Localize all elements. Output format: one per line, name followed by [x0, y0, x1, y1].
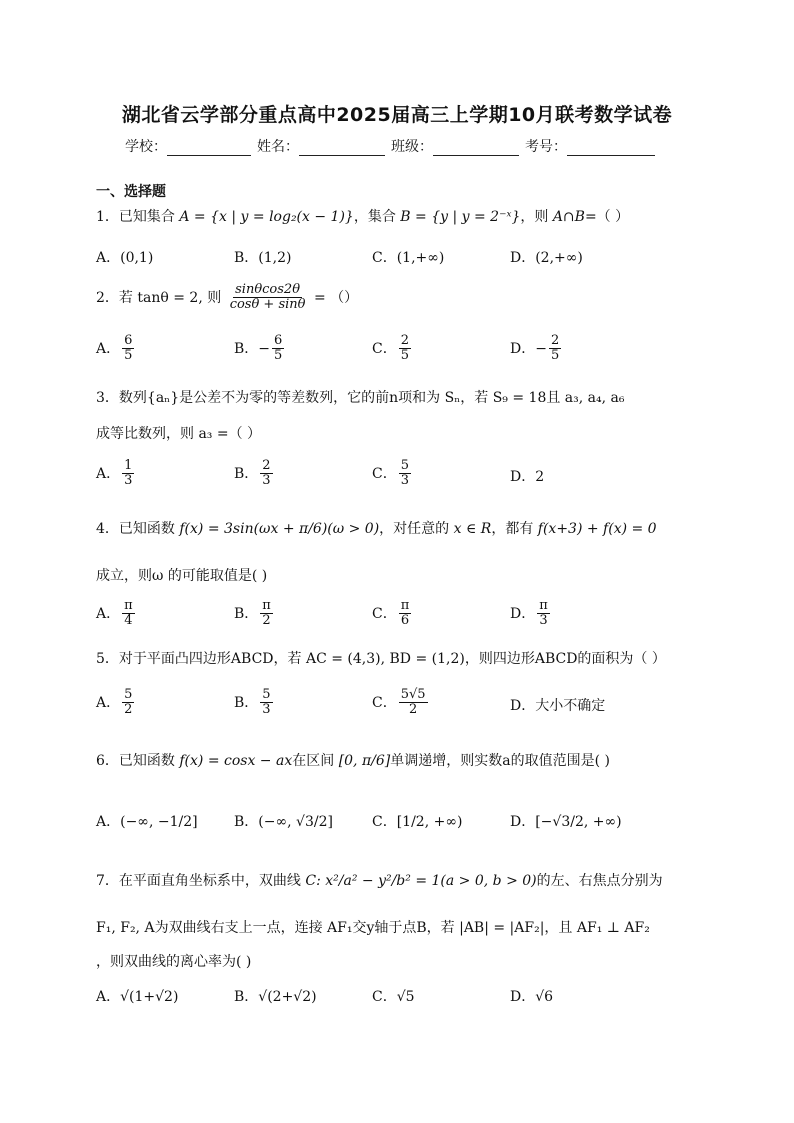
q6-option-a[interactable]: A．(−∞, −1/2] — [96, 814, 198, 830]
school-blank[interactable] — [167, 139, 251, 156]
q6-option-d[interactable]: D．[−√3/2, +∞) — [510, 814, 622, 830]
q2-fraction: $\frac{\sin\theta\cos 2\theta}{\cos\theta + \sin\theta}$ — [229, 282, 306, 313]
question-4: 4．已知函数 f(x) = 3sin(ωx + π/6)(ω > 0)，对任意的 x ∈ R，都有 f(x+3) + f(x) = 0 — [96, 521, 657, 537]
question-7-line-3: ，则双曲线的离心率为( ) — [96, 954, 252, 970]
q7-hyperbola: C: x²/a² − y²/b² = 1(a > 0, b > 0) — [305, 873, 537, 889]
q6-function: f(x) = cosx − ax — [179, 753, 293, 769]
q2-option-d[interactable]: D．− $\frac{2}{5}$ — [510, 333, 560, 364]
question-4-line-2: 成立，则ω 的可能取值是( ) — [96, 568, 268, 584]
question-5: 5．对于平面凸四边形ABCD，若 AC = (4,3), BD = (1,2)，则四边形ABCD的面积为（ ） — [96, 651, 666, 667]
exam-number-label: 考号： — [525, 139, 567, 155]
q4-function: f(x) = 3sin(ωx + π/6)(ω > 0) — [179, 521, 380, 537]
set-a-expr: A = {x | y = log₂(x − 1)} — [179, 209, 354, 225]
q6-option-b[interactable]: B．(−∞, √3/2] — [234, 814, 333, 830]
question-3-line-2: 成等比数列，则 a₃ =（ ） — [96, 426, 262, 442]
q3-option-a[interactable]: A． $\frac{1}{3}$ — [96, 458, 133, 489]
q3-option-c[interactable]: C． $\frac{5}{3}$ — [372, 458, 409, 489]
question-3: 3．数列{aₙ}是公差不为零的等差数列，它的前n项和为 Sₙ，若 S₉ = 18且 a₃, a₄, a₆ — [96, 390, 625, 406]
q5-option-d[interactable]: D．大小不确定 — [510, 698, 606, 714]
q7-option-c[interactable]: C．√5 — [372, 989, 415, 1005]
question-7-line-2: F₁, F₂, A为双曲线右支上一点，连接 AF₁交y轴于点B，若 |AB| = |AF₂|，且 AF₁ ⊥ AF₂ — [96, 920, 650, 936]
school-label: 学校： — [125, 139, 167, 155]
name-blank[interactable] — [299, 139, 385, 156]
question-1: 1．已知集合 A = {x | y = log₂(x − 1)}，集合 B = {y | y = 2⁻ˣ}，则 A∩B=（ ） — [96, 209, 630, 225]
question-7: 7．在平面直角坐标系中，双曲线 C: x²/a² − y²/b² = 1(a > 0, b > 0)的左、右焦点分别为 — [96, 873, 663, 889]
section-title: 一、选择题 — [96, 184, 166, 200]
q7-option-b[interactable]: B．√(2+√2) — [234, 989, 317, 1005]
q4-option-d[interactable]: D． $\frac{\pi}{3}$ — [510, 598, 548, 629]
question-2: 2．若 tanθ = 2, 则 $\frac{\sin\theta\cos 2\theta}{\cos\theta + \sin\theta}$ = （） — [96, 282, 359, 313]
q7-option-d[interactable]: D．√6 — [510, 989, 554, 1005]
name-label: 姓名： — [257, 139, 299, 155]
q5-option-c[interactable]: C． $\frac{5√5}{2}$ — [372, 687, 426, 718]
q5-option-a[interactable]: A． $\frac{5}{2}$ — [96, 687, 133, 718]
student-info-row — [125, 136, 661, 156]
q4-option-a[interactable]: A． $\frac{\pi}{4}$ — [96, 598, 133, 629]
class-label: 班级： — [391, 139, 433, 155]
q6-interval: [0, π/6] — [338, 753, 391, 769]
set-b-expr: B = {y | y = 2⁻ˣ} — [400, 209, 521, 225]
q1-option-c[interactable]: C．(1,+∞) — [372, 250, 445, 266]
q1-option-b[interactable]: B．(1,2) — [234, 250, 292, 266]
question-6: 6．已知函数 f(x) = cosx − ax在区间 [0, π/6]单调递增，则实数a的取值范围是( ) — [96, 753, 610, 769]
q6-option-c[interactable]: C．[1/2, +∞) — [372, 814, 463, 830]
q2-option-c[interactable]: C． $\frac{2}{5}$ — [372, 333, 409, 364]
class-blank[interactable] — [433, 139, 519, 156]
q3-option-d[interactable]: D．2 — [510, 469, 545, 485]
q3-option-b[interactable]: B． $\frac{2}{3}$ — [234, 458, 271, 489]
q7-option-a[interactable]: A．√(1+√2) — [96, 989, 179, 1005]
q2-option-a[interactable]: A． $\frac{6}{5}$ — [96, 333, 133, 364]
q5-option-b[interactable]: B． $\frac{5}{3}$ — [234, 687, 271, 718]
q4-option-b[interactable]: B． $\frac{\pi}{2}$ — [234, 598, 271, 629]
q2-option-b[interactable]: B．− $\frac{6}{5}$ — [234, 333, 283, 364]
exam-number-blank[interactable] — [567, 139, 655, 156]
page-title: 湖北省云学部分重点高中2025届高三上学期10月联考数学试卷 — [121, 104, 673, 126]
q4-option-c[interactable]: C． $\frac{\pi}{6}$ — [372, 598, 410, 629]
q1-option-a[interactable]: A．(0,1) — [96, 250, 154, 266]
q1-option-d[interactable]: D．(2,+∞) — [510, 250, 583, 266]
